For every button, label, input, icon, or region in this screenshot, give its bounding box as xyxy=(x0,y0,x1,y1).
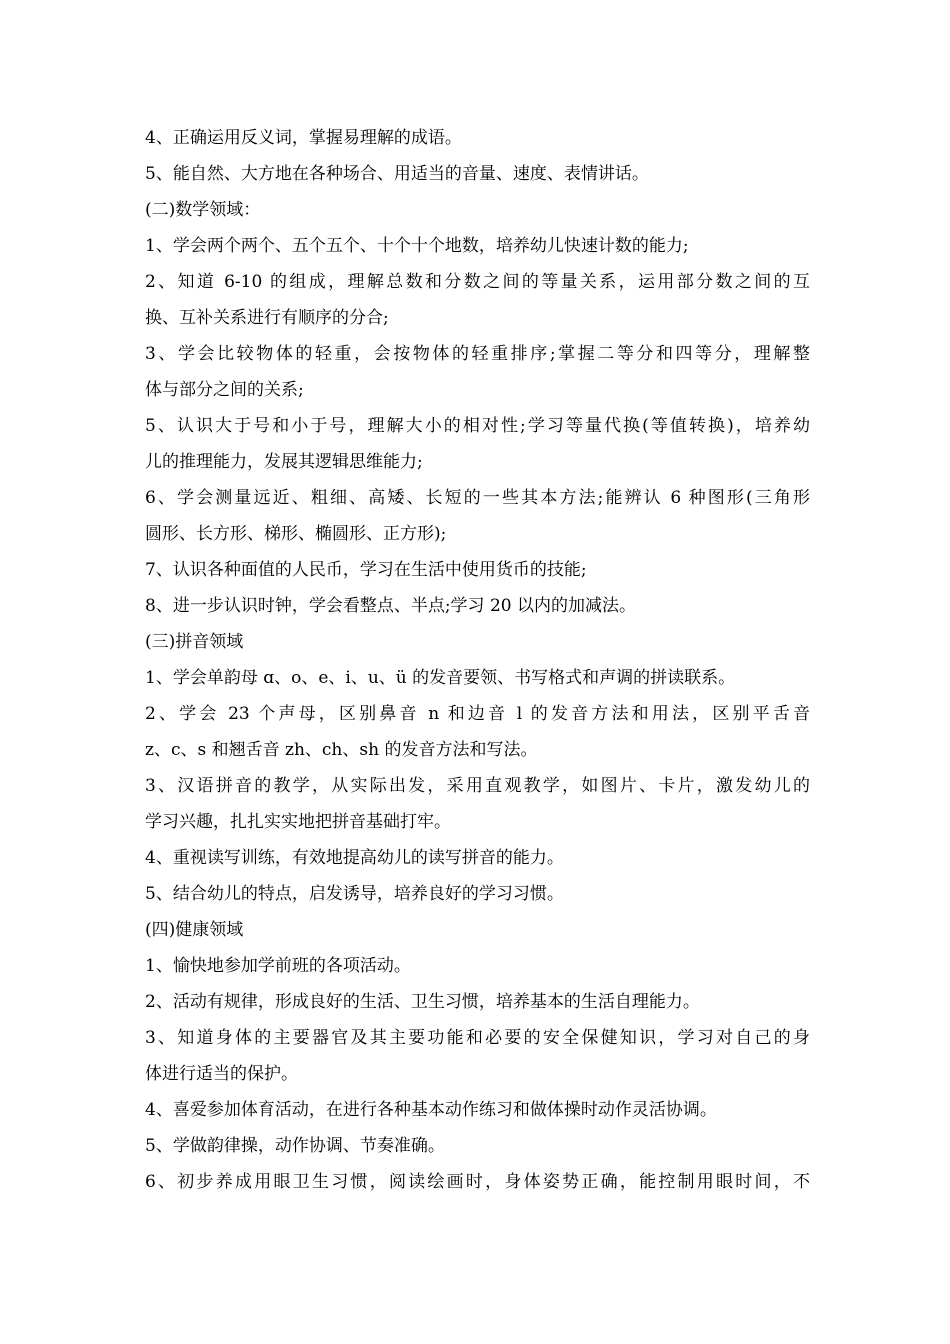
section-heading: (四)健康领域 xyxy=(145,920,244,940)
text-line: 3、汉语拼音的教学，从实际出发，采用直观教学，如图片、卡片，激发幼儿的 xyxy=(145,776,810,796)
document-body xyxy=(145,120,810,1200)
text-line: 2、知道 6-10 的组成，理解总数和分数之间的等量关系，运用部分数之间的互 xyxy=(145,272,810,292)
text-line: 儿的推理能力，发展其逻辑思维能力; xyxy=(145,452,423,472)
text-line: 1、愉快地参加学前班的各项活动。 xyxy=(145,956,411,976)
text-line: 体进行适当的保护。 xyxy=(145,1064,298,1084)
text-line: 4、重视读写训练，有效地提高幼儿的读写拼音的能力。 xyxy=(145,848,564,868)
text-line: 4、正确运用反义词，掌握易理解的成语。 xyxy=(145,128,462,148)
section-heading: (二)数学领域： xyxy=(145,200,261,220)
text-line: 2、学会 23 个声母，区别鼻音 n 和边音 l 的发音方法和用法，区别平舌音 xyxy=(145,704,810,724)
text-line: 2、活动有规律，形成良好的生活、卫生习惯，培养基本的生活自理能力。 xyxy=(145,992,700,1012)
text-line: 6、学会测量远近、粗细、高矮、长短的一些其本方法;能辨认 6 种图形(三角形 xyxy=(145,488,810,508)
text-line: 5、结合幼儿的特点，启发诱导，培养良好的学习习惯。 xyxy=(145,884,564,904)
text-line: 学习兴趣，扎扎实实地把拼音基础打牢。 xyxy=(145,812,451,832)
text-line: 3、知道身体的主要器官及其主要功能和必要的安全保健知识，学习对自己的身 xyxy=(145,1028,810,1048)
text-line: 5、学做韵律操，动作协调、节奏准确。 xyxy=(145,1136,445,1156)
text-line: 3、学会比较物体的轻重，会按物体的轻重排序;掌握二等分和四等分，理解整 xyxy=(145,344,810,364)
text-line: 圆形、长方形、梯形、椭圆形、正方形); xyxy=(145,524,447,544)
text-line: 8、进一步认识时钟，学会看整点、半点;学习 20 以内的加减法。 xyxy=(145,596,636,616)
section-heading: (三)拼音领域 xyxy=(145,632,244,652)
text-line: 4、喜爱参加体育活动，在进行各种基本动作练习和做体操时动作灵活协调。 xyxy=(145,1100,717,1120)
text-line: 5、认识大于号和小于号，理解大小的相对性;学习等量代换(等值转换)，培养幼 xyxy=(145,416,810,436)
text-line: 6、初步养成用眼卫生习惯，阅读绘画时，身体姿势正确，能控制用眼时间，不 xyxy=(145,1172,810,1192)
text-line: 1、学会单韵母 ɑ、o、e、i、u、ü 的发音要领、书写格式和声调的拼读联系。 xyxy=(145,668,736,688)
text-line: 5、能自然、大方地在各种场合、用适当的音量、速度、表情讲话。 xyxy=(145,164,649,184)
text-line: 7、认识各种面值的人民币，学习在生活中使用货币的技能; xyxy=(145,560,587,580)
text-line: 1、学会两个两个、五个五个、十个十个地数，培养幼儿快速计数的能力; xyxy=(145,236,689,256)
text-line: 换、互补关系进行有顺序的分合; xyxy=(145,308,389,328)
text-line: 体与部分之间的关系; xyxy=(145,380,304,400)
text-line: z、c、s 和翘舌音 zh、ch、sh 的发音方法和写法。 xyxy=(145,740,538,760)
